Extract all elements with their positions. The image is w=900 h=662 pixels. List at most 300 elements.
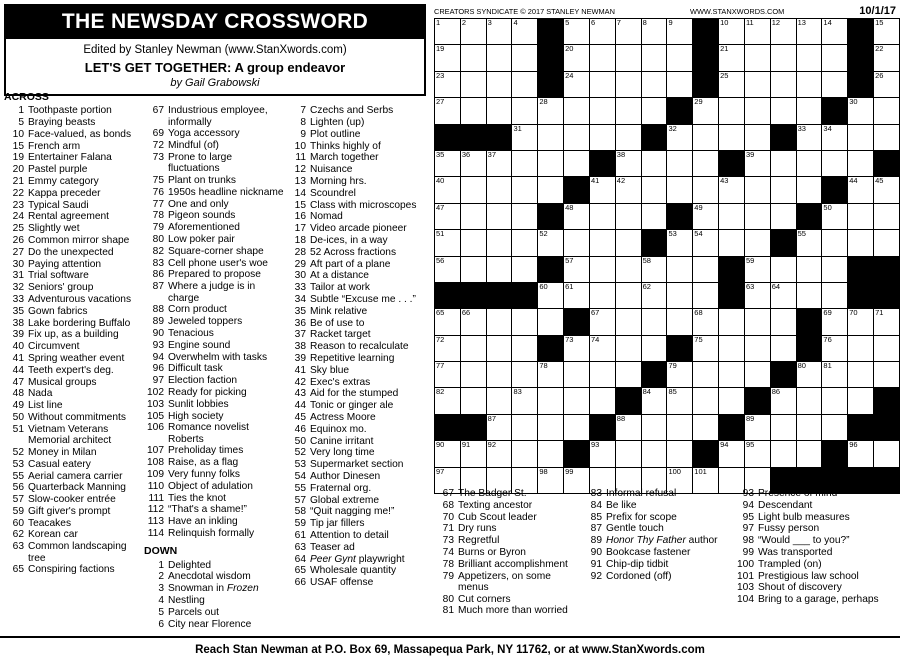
- grid-cell[interactable]: [538, 414, 564, 440]
- grid-cell[interactable]: [770, 309, 796, 335]
- grid-cell[interactable]: [744, 309, 770, 335]
- grid-cell[interactable]: [538, 282, 564, 308]
- grid-cell[interactable]: [564, 124, 590, 150]
- grid-cell[interactable]: [512, 203, 538, 229]
- grid-cell[interactable]: [615, 19, 641, 45]
- grid-cell[interactable]: [641, 203, 667, 229]
- grid-cell[interactable]: [796, 388, 822, 414]
- grid-cell[interactable]: [641, 335, 667, 361]
- grid-cell[interactable]: [564, 335, 590, 361]
- grid-cell[interactable]: [486, 441, 512, 467]
- grid-cell[interactable]: [641, 45, 667, 71]
- grid-cell[interactable]: [796, 177, 822, 203]
- grid-cell[interactable]: [667, 441, 693, 467]
- grid-cell[interactable]: [435, 150, 461, 176]
- grid-cell[interactable]: [435, 256, 461, 282]
- grid-cell[interactable]: [744, 150, 770, 176]
- grid-cell[interactable]: [667, 19, 693, 45]
- clue-number: 33: [12, 294, 24, 306]
- grid-cell[interactable]: [589, 362, 615, 388]
- grid-cell[interactable]: [796, 362, 822, 388]
- grid-cell[interactable]: [796, 282, 822, 308]
- grid-cell[interactable]: [538, 388, 564, 414]
- grid-cell[interactable]: [693, 282, 719, 308]
- grid-cell[interactable]: [719, 309, 745, 335]
- grid-cell[interactable]: [460, 256, 486, 282]
- grid-cell[interactable]: [589, 256, 615, 282]
- grid-cell[interactable]: [822, 230, 848, 256]
- grid-cell[interactable]: [486, 150, 512, 176]
- grid-cell[interactable]: [460, 388, 486, 414]
- grid-cell[interactable]: [770, 71, 796, 97]
- grid-cell[interactable]: [460, 150, 486, 176]
- grid-cell[interactable]: [460, 98, 486, 124]
- grid-cell[interactable]: [486, 45, 512, 71]
- grid-cell[interactable]: [770, 19, 796, 45]
- grid-cell[interactable]: [796, 230, 822, 256]
- grid-cell[interactable]: [719, 362, 745, 388]
- grid-cell[interactable]: [615, 309, 641, 335]
- clue-item: [582, 559, 734, 570]
- grid-cell[interactable]: [460, 335, 486, 361]
- grid-cell[interactable]: [589, 203, 615, 229]
- grid-cell[interactable]: [615, 282, 641, 308]
- grid-cell-number: 88: [616, 413, 626, 423]
- grid-cell[interactable]: [667, 124, 693, 150]
- grid-cell[interactable]: [564, 150, 590, 176]
- clue-text: Spring weather event: [28, 353, 125, 365]
- grid-cell[interactable]: [615, 414, 641, 440]
- grid-cell[interactable]: [615, 230, 641, 256]
- grid-cell[interactable]: [874, 203, 900, 229]
- grid-cell[interactable]: [693, 362, 719, 388]
- grid-cell[interactable]: [874, 177, 900, 203]
- grid-cell[interactable]: [564, 203, 590, 229]
- grid-cell[interactable]: [744, 177, 770, 203]
- grid-cell[interactable]: [796, 71, 822, 97]
- grid-cell[interactable]: [486, 177, 512, 203]
- clue-number: 52: [294, 447, 306, 459]
- grid-cell[interactable]: [486, 98, 512, 124]
- grid-cell[interactable]: [744, 282, 770, 308]
- grid-cell[interactable]: [848, 335, 874, 361]
- clue-item: [144, 222, 286, 233]
- grid-cell[interactable]: [512, 362, 538, 388]
- grid-cell[interactable]: [641, 414, 667, 440]
- grid-cell[interactable]: [693, 230, 719, 256]
- grid-cell[interactable]: [641, 19, 667, 45]
- grid-cell[interactable]: [460, 309, 486, 335]
- grid-cell[interactable]: [796, 256, 822, 282]
- clue-text: Cell phone user's woe: [168, 257, 268, 269]
- grid-cell[interactable]: [435, 441, 461, 467]
- grid-cell[interactable]: [719, 230, 745, 256]
- grid-cell[interactable]: [693, 203, 719, 229]
- grid-cell[interactable]: [460, 19, 486, 45]
- grid-cell[interactable]: [770, 414, 796, 440]
- clue-number: 52: [12, 446, 24, 458]
- clue-item: [286, 577, 426, 588]
- grid-cell[interactable]: [589, 335, 615, 361]
- clue-text: De-ices, in a way: [310, 235, 388, 247]
- grid-cell[interactable]: [796, 441, 822, 467]
- grid-cell[interactable]: [615, 441, 641, 467]
- grid-cell-block: [486, 124, 512, 150]
- grid-cell[interactable]: [848, 388, 874, 414]
- grid-cell[interactable]: [848, 230, 874, 256]
- grid-cell[interactable]: [512, 335, 538, 361]
- grid-cell[interactable]: [822, 256, 848, 282]
- grid-cell[interactable]: [822, 414, 848, 440]
- grid-cell[interactable]: [460, 71, 486, 97]
- grid-cell[interactable]: [435, 177, 461, 203]
- grid-cell[interactable]: [435, 362, 461, 388]
- grid-cell[interactable]: [744, 362, 770, 388]
- grid-cell[interactable]: [667, 388, 693, 414]
- grid-cell[interactable]: [719, 124, 745, 150]
- grid-cell[interactable]: [822, 19, 848, 45]
- grid-cell[interactable]: [744, 230, 770, 256]
- grid-cell[interactable]: [874, 362, 900, 388]
- grid-cell[interactable]: [512, 177, 538, 203]
- grid-cell[interactable]: [719, 335, 745, 361]
- grid-cell[interactable]: [822, 71, 848, 97]
- grid-cell[interactable]: [589, 45, 615, 71]
- grid-cell[interactable]: [435, 71, 461, 97]
- grid-cell[interactable]: [512, 98, 538, 124]
- grid-cell[interactable]: [486, 335, 512, 361]
- grid-cell[interactable]: [796, 19, 822, 45]
- grid-cell[interactable]: [744, 414, 770, 440]
- grid-cell-number: 90: [436, 440, 445, 450]
- grid-cell[interactable]: [615, 124, 641, 150]
- grid-cell[interactable]: [822, 388, 848, 414]
- clue-item: [144, 411, 286, 422]
- clue-number: 66: [294, 577, 306, 589]
- grid-cell[interactable]: [667, 362, 693, 388]
- grid-cell[interactable]: [822, 309, 848, 335]
- grid-cell[interactable]: [589, 388, 615, 414]
- grid-cell[interactable]: [435, 19, 461, 45]
- grid-cell[interactable]: [874, 335, 900, 361]
- grid-row: [435, 203, 900, 229]
- grid-cell[interactable]: [848, 309, 874, 335]
- grid-cell[interactable]: [486, 19, 512, 45]
- grid-cell[interactable]: [796, 45, 822, 71]
- grid-cell[interactable]: [512, 441, 538, 467]
- clue-number: 54: [294, 471, 306, 482]
- grid-cell[interactable]: [564, 19, 590, 45]
- grid-cell[interactable]: [822, 335, 848, 361]
- grid-cell[interactable]: [435, 309, 461, 335]
- grid-cell[interactable]: [667, 71, 693, 97]
- grid-cell[interactable]: [589, 124, 615, 150]
- clue-number: 111: [148, 492, 164, 504]
- grid-cell[interactable]: [667, 150, 693, 176]
- grid-cell-number: 70: [849, 308, 858, 318]
- clue-text: Snowman in Frozen: [168, 583, 259, 595]
- grid-cell[interactable]: [486, 309, 512, 335]
- grid-cell[interactable]: [719, 45, 745, 71]
- grid-cell[interactable]: [667, 256, 693, 282]
- grid-cell[interactable]: [486, 362, 512, 388]
- clue-item: [4, 282, 144, 293]
- grid-cell[interactable]: [615, 177, 641, 203]
- grid-cell[interactable]: [589, 309, 615, 335]
- grid-cell[interactable]: [693, 414, 719, 440]
- grid-cell[interactable]: [512, 150, 538, 176]
- grid-cell[interactable]: [693, 335, 719, 361]
- grid-cell[interactable]: [693, 388, 719, 414]
- grid-cell[interactable]: [435, 230, 461, 256]
- grid-cell[interactable]: [874, 19, 900, 45]
- grid-cell[interactable]: [641, 177, 667, 203]
- grid-cell-number: 23: [436, 70, 445, 80]
- grid-cell[interactable]: [770, 256, 796, 282]
- grid-cell[interactable]: [564, 45, 590, 71]
- clue-item: [144, 445, 286, 456]
- grid-cell[interactable]: [822, 150, 848, 176]
- grid-cell[interactable]: [719, 441, 745, 467]
- grid-cell-number: 92: [487, 440, 496, 450]
- grid-cell[interactable]: [693, 150, 719, 176]
- grid-cell[interactable]: [512, 309, 538, 335]
- grid-cell[interactable]: [874, 124, 900, 150]
- grid-cell[interactable]: [435, 203, 461, 229]
- grid-cell[interactable]: [693, 124, 719, 150]
- clue-text: Very funny folks: [168, 469, 240, 480]
- grid-cell[interactable]: [796, 150, 822, 176]
- grid-cell[interactable]: [719, 98, 745, 124]
- grid-cell[interactable]: [435, 98, 461, 124]
- grid-cell[interactable]: [589, 19, 615, 45]
- grid-cell[interactable]: [822, 203, 848, 229]
- grid-cell-number: 39: [745, 149, 755, 159]
- grid-cell[interactable]: [486, 230, 512, 256]
- grid-cell[interactable]: [512, 19, 538, 45]
- grid-cell[interactable]: [435, 388, 461, 414]
- grid-cell[interactable]: [744, 71, 770, 97]
- grid-cell[interactable]: [744, 19, 770, 45]
- grid-cell[interactable]: [667, 282, 693, 308]
- grid-cell[interactable]: [770, 282, 796, 308]
- grid-cell[interactable]: [641, 309, 667, 335]
- grid-cell[interactable]: [538, 98, 564, 124]
- clue-number: 15: [12, 140, 24, 152]
- grid-cell-block: [848, 414, 874, 440]
- grid-cell[interactable]: [874, 309, 900, 335]
- grid-cell[interactable]: [538, 150, 564, 176]
- grid-cell[interactable]: [564, 98, 590, 124]
- grid-cell[interactable]: [848, 177, 874, 203]
- grid-cell[interactable]: [693, 98, 719, 124]
- grid-cell[interactable]: [641, 150, 667, 176]
- grid-cell[interactable]: [564, 362, 590, 388]
- grid-cell[interactable]: [667, 230, 693, 256]
- grid-cell[interactable]: [770, 177, 796, 203]
- grid-cell[interactable]: [538, 230, 564, 256]
- grid-cell[interactable]: [719, 388, 745, 414]
- grid-cell[interactable]: [615, 335, 641, 361]
- grid-cell[interactable]: [822, 282, 848, 308]
- grid-cell[interactable]: [564, 414, 590, 440]
- grid-cell[interactable]: [435, 335, 461, 361]
- grid-cell[interactable]: [589, 441, 615, 467]
- grid-cell[interactable]: [564, 71, 590, 97]
- grid-cell[interactable]: [538, 124, 564, 150]
- grid-cell[interactable]: [589, 98, 615, 124]
- grid-cell[interactable]: [512, 230, 538, 256]
- grid-cell[interactable]: [460, 203, 486, 229]
- grid-cell[interactable]: [667, 45, 693, 71]
- grid-cell[interactable]: [615, 362, 641, 388]
- grid-cell[interactable]: [848, 150, 874, 176]
- grid-cell[interactable]: [486, 388, 512, 414]
- clue-text: Scoundrel: [310, 187, 356, 199]
- grid-cell[interactable]: [744, 124, 770, 150]
- grid-cell[interactable]: [564, 388, 590, 414]
- grid-cell[interactable]: [848, 362, 874, 388]
- grid-cell[interactable]: [564, 256, 590, 282]
- grid-cell[interactable]: [874, 441, 900, 467]
- clue-number: 33: [294, 282, 306, 294]
- grid-cell[interactable]: [564, 282, 590, 308]
- grid-row: [435, 19, 900, 45]
- grid-cell[interactable]: [693, 309, 719, 335]
- grid-cell[interactable]: [744, 98, 770, 124]
- website-link[interactable]: WWW.STANXWORDS.COM: [689, 6, 785, 16]
- grid-cell[interactable]: [615, 71, 641, 97]
- grid-cell-number: 83: [513, 387, 522, 397]
- grid-cell[interactable]: [822, 362, 848, 388]
- grid-cell[interactable]: [615, 150, 641, 176]
- grid-table[interactable]: [434, 18, 900, 494]
- grid-cell[interactable]: [693, 256, 719, 282]
- grid-cell[interactable]: [848, 441, 874, 467]
- grid-cell-number: 48: [565, 202, 574, 212]
- grid-cell[interactable]: [719, 19, 745, 45]
- grid-cell[interactable]: [667, 309, 693, 335]
- grid-cell[interactable]: [589, 230, 615, 256]
- grid-cell[interactable]: [641, 282, 667, 308]
- grid-cell[interactable]: [744, 441, 770, 467]
- grid-cell[interactable]: [874, 230, 900, 256]
- grid-cell[interactable]: [796, 414, 822, 440]
- clue-text: Casual eatery: [28, 458, 91, 470]
- clue-item: [144, 595, 286, 606]
- grid-cell[interactable]: [770, 335, 796, 361]
- grid-cell[interactable]: [848, 203, 874, 229]
- grid-cell[interactable]: [796, 124, 822, 150]
- grid-cell[interactable]: [848, 124, 874, 150]
- grid-cell[interactable]: [719, 203, 745, 229]
- grid-cell[interactable]: [719, 71, 745, 97]
- grid-cell[interactable]: [770, 388, 796, 414]
- clue-text: Bring to a garage, perhaps: [758, 594, 879, 606]
- grid-cell[interactable]: [615, 203, 641, 229]
- grid-cell[interactable]: [796, 98, 822, 124]
- grid-cell[interactable]: [822, 45, 848, 71]
- grid-cell[interactable]: [641, 98, 667, 124]
- grid-cell[interactable]: [744, 256, 770, 282]
- grid-cell[interactable]: [589, 71, 615, 97]
- grid-cell[interactable]: [512, 256, 538, 282]
- grid-cell[interactable]: [615, 256, 641, 282]
- clue-item: [286, 459, 426, 470]
- grid-cell[interactable]: [486, 71, 512, 97]
- grid-cell[interactable]: [435, 45, 461, 71]
- grid-cell[interactable]: [641, 71, 667, 97]
- grid-cell[interactable]: [486, 256, 512, 282]
- grid-cell[interactable]: [512, 414, 538, 440]
- grid-cell-number: 64: [771, 281, 781, 291]
- grid-cell[interactable]: [744, 203, 770, 229]
- grid-cell[interactable]: [641, 441, 667, 467]
- grid-cell[interactable]: [770, 45, 796, 71]
- grid-cell[interactable]: [770, 98, 796, 124]
- grid-cell-number: 62: [642, 281, 651, 291]
- grid-cell[interactable]: [744, 335, 770, 361]
- grid-cell[interactable]: [770, 203, 796, 229]
- grid-cell[interactable]: [641, 256, 667, 282]
- grid-cell[interactable]: [512, 71, 538, 97]
- grid-cell[interactable]: [460, 177, 486, 203]
- clue-text: Nada: [28, 388, 53, 400]
- grid-cell[interactable]: [512, 45, 538, 71]
- clue-item: [4, 341, 144, 352]
- grid-cell[interactable]: [770, 150, 796, 176]
- grid-cell[interactable]: [822, 124, 848, 150]
- grid-cell[interactable]: [460, 230, 486, 256]
- grid-cell[interactable]: [667, 177, 693, 203]
- grid-cell[interactable]: [486, 414, 512, 440]
- grid-cell[interactable]: [460, 45, 486, 71]
- grid-cell[interactable]: [874, 98, 900, 124]
- grid-cell[interactable]: [538, 309, 564, 335]
- grid-cell[interactable]: [615, 98, 641, 124]
- grid-cell[interactable]: [848, 98, 874, 124]
- grid-cell[interactable]: [538, 362, 564, 388]
- clue-item: [734, 547, 894, 558]
- grid-cell[interactable]: [719, 177, 745, 203]
- grid-cell[interactable]: [486, 203, 512, 229]
- grid-cell[interactable]: [512, 124, 538, 150]
- grid-cell[interactable]: [874, 71, 900, 97]
- grid-cell[interactable]: [589, 282, 615, 308]
- grid-cell[interactable]: [538, 441, 564, 467]
- grid-cell[interactable]: [874, 45, 900, 71]
- crossword-grid[interactable]: [434, 18, 900, 494]
- grid-cell[interactable]: [564, 230, 590, 256]
- grid-cell[interactable]: [460, 362, 486, 388]
- grid-cell[interactable]: [641, 388, 667, 414]
- clue-text: Canine irritant: [310, 435, 374, 447]
- grid-cell[interactable]: [744, 45, 770, 71]
- clue-text: Rental agreement: [28, 211, 109, 223]
- grid-cell[interactable]: [512, 388, 538, 414]
- clue-item: [286, 200, 426, 211]
- grid-cell[interactable]: [460, 441, 486, 467]
- grid-cell[interactable]: [770, 441, 796, 467]
- grid-cell[interactable]: [615, 45, 641, 71]
- clue-number: 94: [742, 499, 754, 511]
- grid-cell[interactable]: [589, 177, 615, 203]
- clue-number: 108: [147, 457, 164, 469]
- grid-cell[interactable]: [693, 177, 719, 203]
- grid-cell[interactable]: [667, 414, 693, 440]
- clue-number: 5: [18, 117, 24, 129]
- grid-cell[interactable]: [538, 177, 564, 203]
